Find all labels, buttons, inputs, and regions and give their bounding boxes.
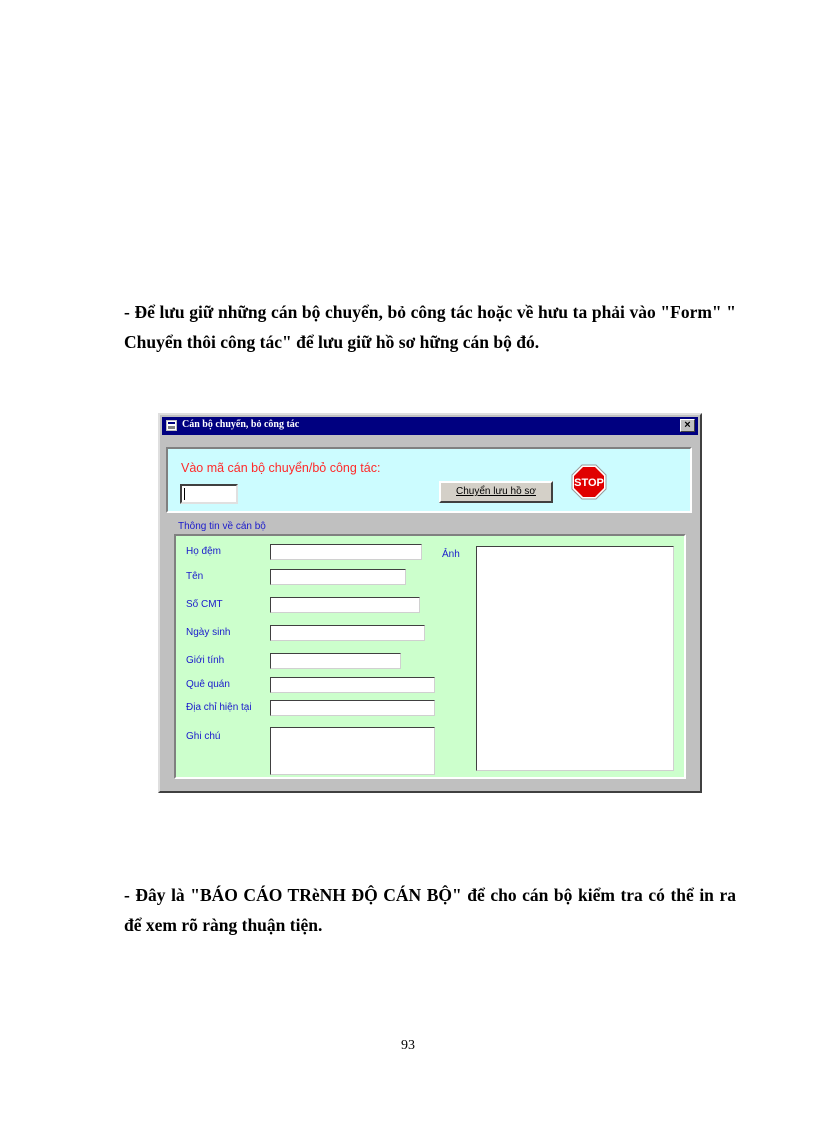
staff-code-panel <box>166 447 692 513</box>
current-address-field[interactable] <box>270 700 435 716</box>
stop-label: STOP <box>574 477 604 489</box>
hometown-field[interactable] <box>270 677 435 693</box>
label-middle-name: Họ đệm <box>186 546 222 557</box>
photo-label: Ảnh <box>442 549 460 560</box>
label-first-name: Tên <box>186 571 204 582</box>
label-id-number: Số CMT <box>186 599 223 610</box>
label-notes: Ghi chú <box>186 731 221 742</box>
transfer-staff-window <box>158 413 702 793</box>
window-titlebar[interactable] <box>162 417 698 435</box>
id-number-field[interactable] <box>270 597 420 613</box>
label-current-address: Địa chỉ hiện tại <box>186 702 252 713</box>
close-button[interactable]: × <box>680 419 695 432</box>
label-birth-date: Ngày sinh <box>186 627 231 638</box>
notes-field[interactable] <box>270 727 435 775</box>
paragraph-intro: - Để lưu giữ những cán bộ chuyển, bỏ công tác hoặc về hưu ta phải vào "Form" " Chuyển thôi công tác" để lưu giữ hồ sơ hững cán bộ đó. <box>124 301 736 352</box>
birth-date-field[interactable] <box>270 625 425 641</box>
transfer-archive-button[interactable]: Chuyển lưu hồ sơ <box>439 481 553 503</box>
staff-info-panel <box>174 534 686 779</box>
page-number: 93 <box>401 1038 415 1053</box>
paragraph-report: - Đây là "BÁO CÁO TRèNH ĐỘ CÁN BỘ" để cho cán bộ kiểm tra có thể in ra để xem rõ ràng thuận tiện. <box>124 884 736 935</box>
form-icon <box>166 420 177 431</box>
first-name-field[interactable] <box>270 569 406 585</box>
middle-name-field[interactable] <box>270 544 422 560</box>
stop-button[interactable] <box>571 464 607 500</box>
staff-code-label: Vào mã cán bộ chuyển/bỏ công tác: <box>181 461 381 475</box>
staff-code-input[interactable] <box>180 484 238 504</box>
gender-field[interactable] <box>270 653 401 669</box>
label-gender: Giới tính <box>186 655 225 666</box>
window-title: Cán bộ chuyển, bỏ công tác <box>182 419 300 430</box>
label-hometown: Quê quán <box>186 679 230 690</box>
info-section-caption: Thông tin về cán bộ <box>178 521 266 532</box>
photo-frame <box>476 546 674 771</box>
